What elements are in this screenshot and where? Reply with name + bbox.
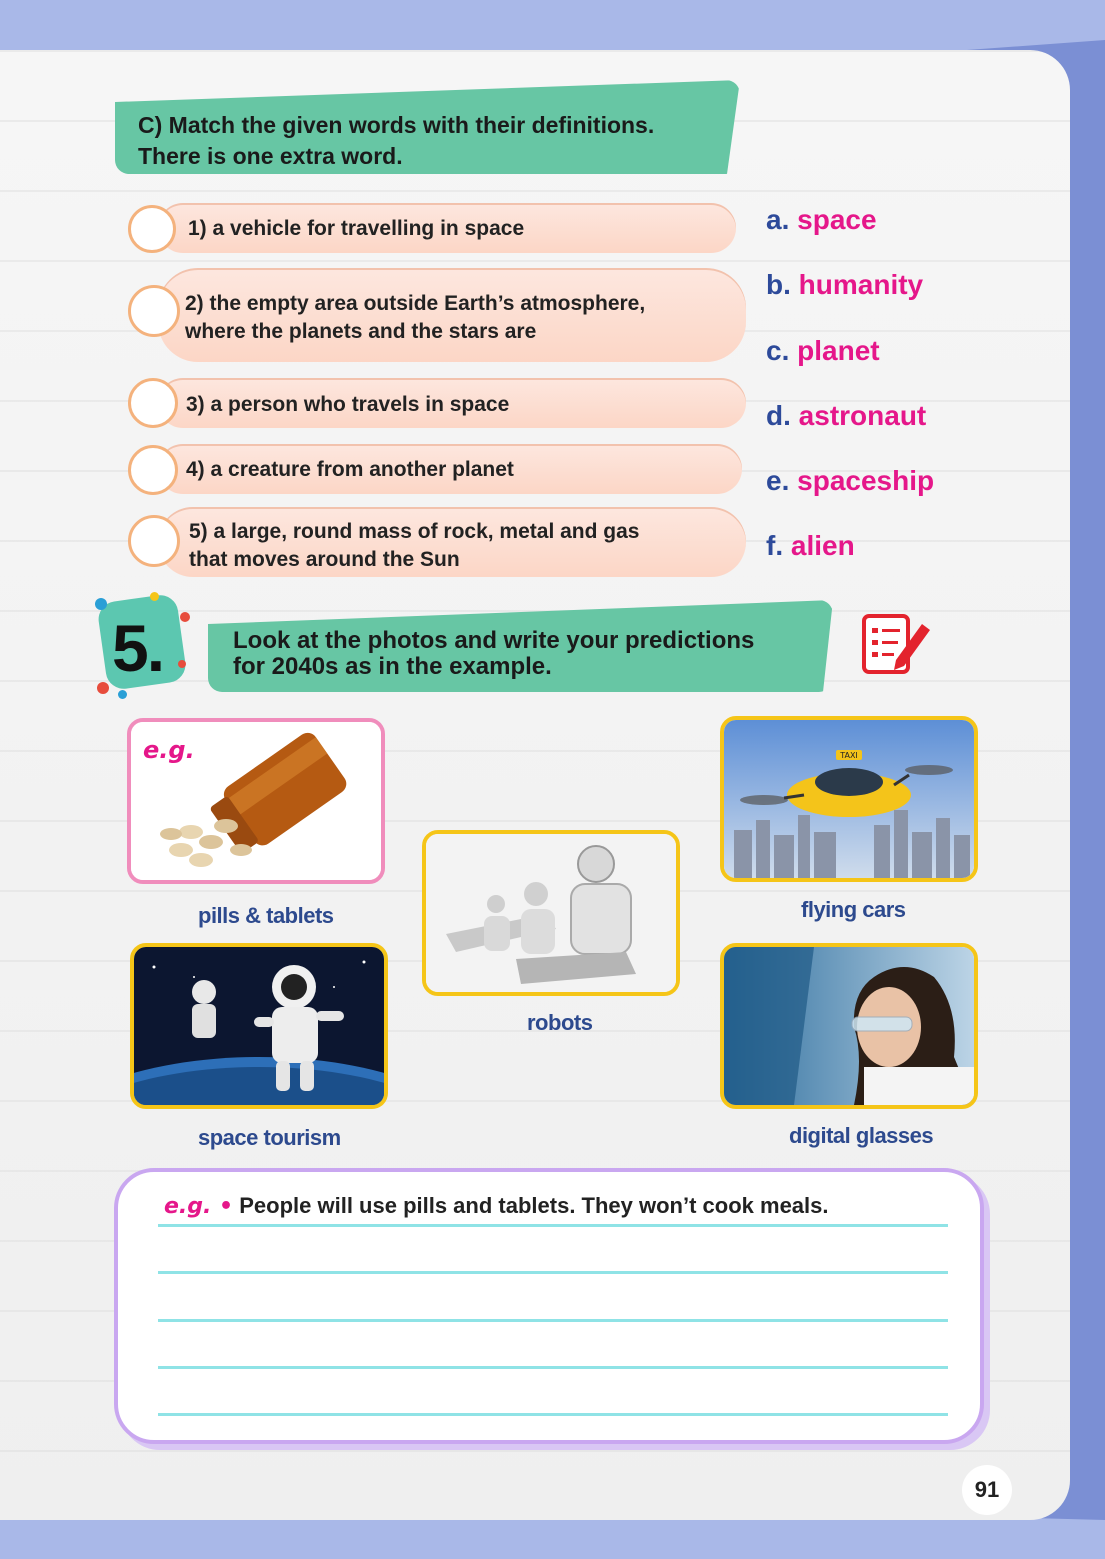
splash-dot <box>118 690 127 699</box>
definition-1: 1) a vehicle for travelling in space <box>188 217 525 240</box>
example-sentence-label: e.g. • <box>164 1194 234 1219</box>
example-sentence-text: People will use pills and tablets. They won’t cook meals. <box>239 1193 829 1218</box>
section-c-heading-line2: There is one extra word. <box>138 143 403 169</box>
exercise-number: 5. <box>112 611 164 685</box>
photo-flying-cars <box>720 716 978 882</box>
splash-dot <box>180 612 190 622</box>
answer-line[interactable] <box>158 1271 948 1274</box>
word-option-b: b. humanity <box>766 269 924 300</box>
answer-circle-4[interactable] <box>128 445 178 495</box>
word-option-d: d. astronaut <box>766 400 927 431</box>
splash-dot <box>150 592 159 601</box>
exercise5-instruction: Look at the photos and write your predictions for 2040s as in the example. <box>233 627 755 680</box>
answer-line[interactable] <box>158 1224 948 1227</box>
answer-line[interactable] <box>158 1413 948 1416</box>
definition-5: 5) a large, round mass of rock, metal and gas that moves around the Sun <box>189 520 640 571</box>
caption-flying-cars: flying cars <box>801 897 906 922</box>
caption-digital-glasses: digital glasses <box>789 1123 934 1148</box>
taxi-sign: TAXI <box>840 751 858 760</box>
answer-circle-2[interactable] <box>128 285 180 337</box>
section-c-heading <box>138 110 654 172</box>
answer-line[interactable] <box>158 1319 948 1322</box>
caption-pills-tablets: pills & tablets <box>198 903 334 928</box>
splash-dot <box>178 660 186 668</box>
section-c-heading-line1: C) Match the given words with their definitions. <box>138 112 655 138</box>
caption-robots: robots <box>527 1010 593 1035</box>
answer-line[interactable] <box>158 1366 948 1369</box>
photo-space-tourism <box>130 943 388 1109</box>
definition-4: 4) a creature from another planet <box>186 458 514 481</box>
word-option-e: e. spaceship <box>766 465 935 496</box>
example-sentence <box>164 1193 829 1219</box>
definition-3: 3) a person who travels in space <box>186 393 510 416</box>
answer-circle-3[interactable] <box>128 378 178 428</box>
example-label: e.g. <box>143 736 195 764</box>
writing-icon <box>856 610 936 682</box>
answer-circle-5[interactable] <box>128 515 180 567</box>
photo-robots <box>422 830 680 996</box>
word-option-a: a. space <box>766 204 877 235</box>
splash-dot <box>97 682 109 694</box>
answer-circle-1[interactable] <box>128 205 176 253</box>
page-number: 91 <box>962 1465 1012 1515</box>
caption-space-tourism: space tourism <box>198 1125 341 1150</box>
splash-dot <box>95 598 107 610</box>
photo-digital-glasses <box>720 943 978 1109</box>
word-option-f: f. alien <box>766 530 855 561</box>
definition-2: 2) the empty area outside Earth’s atmosphere, where the planets and the stars are <box>185 292 646 343</box>
word-option-c: c. planet <box>766 335 880 366</box>
